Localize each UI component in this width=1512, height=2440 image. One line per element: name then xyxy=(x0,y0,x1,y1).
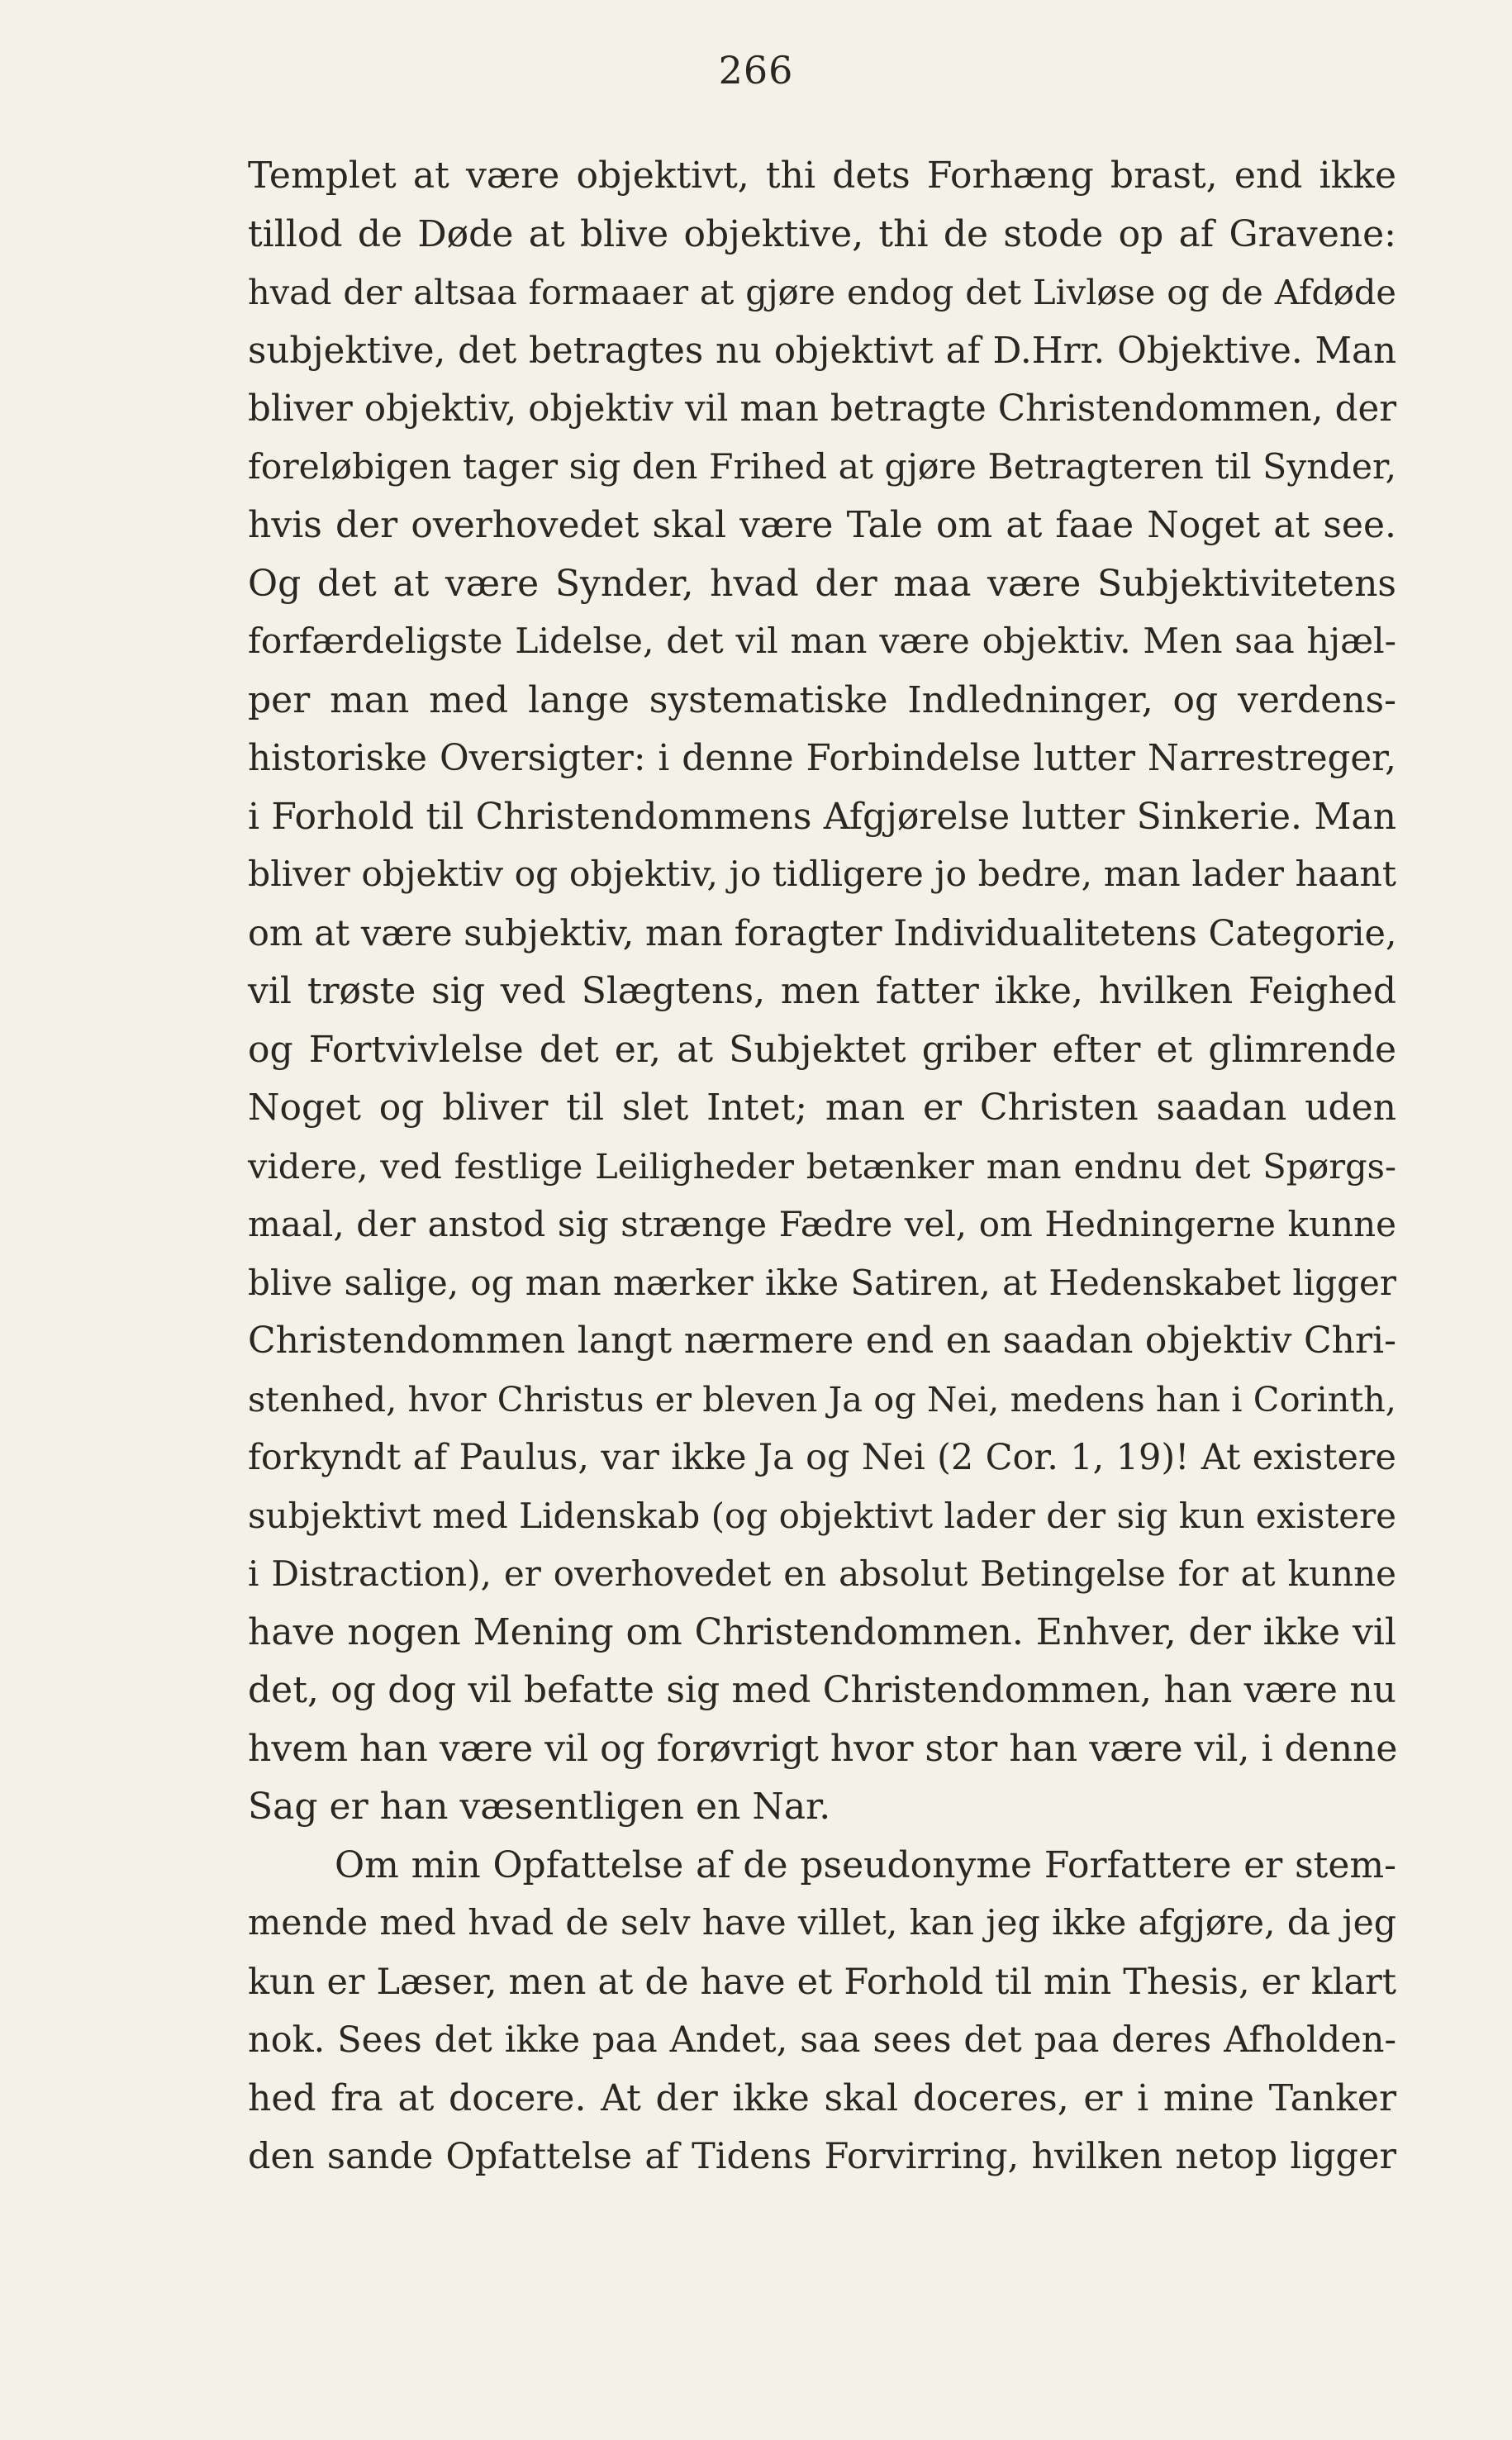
text-line: tillod de Døde at blive objektive, thi de stode op af Gravene: xyxy=(248,212,1396,255)
text-line: Noget og bliver til slet Intet; man er Christen saadan uden xyxy=(248,1087,1396,1129)
text-line: subjektivt med Lidenskab (og objektivt lader der sig kun existere xyxy=(248,1495,1396,1536)
text-line: om at være subjektiv, man foragter Individualitetens Categorie, xyxy=(248,912,1397,954)
text-line: det, og dog vil befatte sig med Christendommen, han være nu xyxy=(248,1669,1396,1711)
body-text xyxy=(248,147,1396,2186)
text-line: og Fortvivlelse det er, at Subjektet griber efter et glimrende xyxy=(248,1028,1396,1071)
page-number: 266 xyxy=(718,48,794,93)
text-line: blive salige, og man mærker ikke Satiren, at Hedenskabet ligger xyxy=(248,1262,1396,1303)
text-line: hvem han være vil og forøvrigt hvor stor han være vil, i denne xyxy=(248,1727,1398,1770)
text-line: kun er Læser, men at de have et Forhold til min Thesis, er klart xyxy=(248,1961,1396,2003)
text-line: hed fra at docere. At der ikke skal doceres, er i mine Tanker xyxy=(248,2076,1396,2119)
text-line: Christendommen langt nærmere end en saadan objektiv Chri- xyxy=(248,1320,1396,1362)
text-line: forfærdeligste Lidelse, det vil man være objektiv. Men saa hjæl- xyxy=(248,621,1396,662)
text-line: bliver objektiv og objektiv, jo tidligere jo bedre, man lader haant xyxy=(248,854,1396,895)
text-line: hvad der altsaa formaaer at gjøre endog det Livløse og de Afdøde xyxy=(248,272,1396,312)
text-line: forkyndt af Paulus, var ikke Ja og Nei (2 Cor. 1, 19)! At existere xyxy=(248,1437,1396,1478)
text-line: hvis der overhovedet skal være Tale om at faae Noget at see. xyxy=(248,504,1396,546)
text-line: subjektive, det betragtes nu objektivt af D.Hrr. Objektive. Man xyxy=(248,330,1396,372)
text-line: bliver objektiv, objektiv vil man betragte Christendommen, der xyxy=(248,388,1396,430)
text-line: maal, der anstod sig strænge Fædre vel, om Hedningerne kunne xyxy=(248,1204,1396,1244)
text-line: nok. Sees det ikke paa Andet, saa sees det paa deres Afholden- xyxy=(248,2019,1396,2061)
text-line: Sag er han væsentligen en Nar. xyxy=(248,1786,831,1828)
text-line: stenhed, hvor Christus er bleven Ja og Nei, medens han i Corinth, xyxy=(248,1378,1396,1420)
text-line: historiske Oversigter: i denne Forbindelse lutter Narrestreger, xyxy=(248,738,1396,779)
text-line: Og det at være Synder, hvad der maa være Subjektivitetens xyxy=(248,562,1396,605)
text-line: i Forhold til Christendommens Afgjørelse lutter Sinkerie. Man xyxy=(248,795,1396,838)
text-line: have nogen Mening om Christendommen. Enhver, der ikke vil xyxy=(248,1610,1396,1653)
text-line: per man med lange systematiske Indledninger, og verdens- xyxy=(248,678,1396,721)
text-line: videre, ved festlige Leiligheder betænker man endnu det Spørgs- xyxy=(248,1145,1396,1187)
text-line: Om min Opfattelse af de pseudonyme Forfattere er stem- xyxy=(335,1843,1396,1886)
text-line: vil trøste sig ved Slægtens, men fatter ikke, hvilken Feighed xyxy=(248,970,1396,1012)
text-line: den sande Opfattelse af Tidens Forvirring, hvilken netop ligger xyxy=(248,2136,1396,2177)
text-line: i Distraction), er overhovedet en absolut Betingelse for at kunne xyxy=(248,1553,1396,1594)
text-line: mende med hvad de selv have villet, kan jeg ikke afgjøre, da jeg xyxy=(248,1903,1396,1943)
text-line: Templet at være objektivt, thi dets Forhæng brast, end ikke xyxy=(248,155,1396,197)
text-line: foreløbigen tager sig den Frihed at gjøre Betragteren til Synder, xyxy=(248,446,1397,488)
